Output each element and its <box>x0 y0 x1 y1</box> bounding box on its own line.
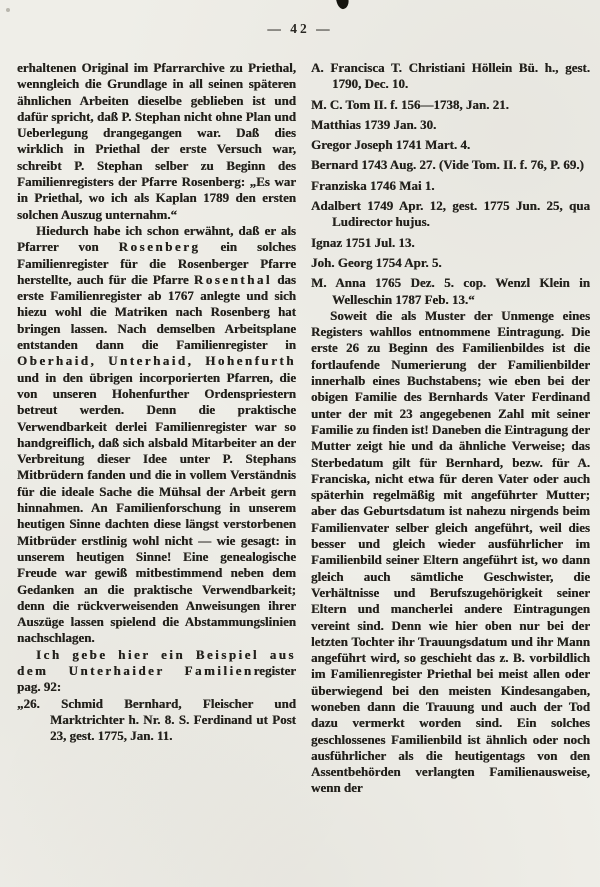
scan-speck <box>6 8 10 12</box>
paragraph-hiedurch <box>17 223 296 647</box>
emphasized-text: Ich gebe hier ein Beispiel aus dem Unterhaider Familien <box>17 646 296 678</box>
text-run: register pag. 92: <box>17 662 296 695</box>
register-entry: Gregor Joseph 1741 Mart. 4. <box>311 137 471 153</box>
register-entry: Matthias 1739 Jan. 30. <box>311 116 437 132</box>
page-number: — 42 — <box>267 21 333 36</box>
emphasized-place-name: Rosenberg <box>118 239 201 255</box>
paragraph-soweit: Soweit die als Muster der Unmenge eines Registers wahllos entnommene Eintragung. Die erste 26 zu Beginn des Familienbildes ist die fortlaufende Numerierung der Familienbilder innerhalb eines Buchstabens; wie eben bei der obigen Familie des Bernhards Vater Ferdinand unter der mit 23 angegebenen Zahl mit seiner Familie zu finden ist! Daneben die Eintragung der Mutter zeigt hie und da ähnliche Verweise; das Sterbedatum gilt für Bernhard, bezw. für A. Franciska, nicht etwa für deren Vater oder auch späterhin regelmäßig mit angeführter Mutter; aber das Geburtsdatum ist nahezu nirgends beim Familienvater selber gleich angeführt, weil dies besser und gleich wieder ausführlicher im Familienbild seiner Eltern angeführt ist, wo dann gleich auch sämtliche Geschwister, die Verhältnisse und Berufszugehörigkeit seiner Eltern und mancherlei andere Eintragungen vereint sind. Denn wie hier oben nur bei der letzten Tochter ihr Trauungsdatum und ihr Mann angeführt wird, so geschieht das z. B. vorbildlich im Familienregister Priethal bei meist allen oder überwiegend bei den meisten Kindesangaben, woneben dann die Trauung und auch der Tod dazu vermerkt worden sind. Ein solches geschlossenes Familienbild ist ähnlich oder noch ausführlicher als die heutigentags von den Assentbehörden verlangten Familienausweise, wenn der <box>311 307 590 796</box>
emphasized-place-name: Rosenthal <box>193 271 272 287</box>
register-entry: Franziska 1746 Mai 1. <box>311 177 435 193</box>
right-column <box>311 60 590 797</box>
paragraph-example-intro <box>17 647 296 696</box>
text-run: ein solches Familienregister für die Rosenberger Pfarre herstellte, auch für die Pfarre <box>17 239 296 287</box>
text-run: das erste Familienregister ab 1767 anlegte und sich hiezu wohl die Matriken nach Rosenberg hat bringen lassen. Nach demselben Arbeitsplane entstanden dann die Familienregister in <box>17 271 296 353</box>
emphasized-place-names: Oberhaid, Unterhaid, Hohenfurth <box>17 353 296 369</box>
register-entry: M. C. Tom II. f. 156—1738, Jan. 21. <box>311 96 509 112</box>
left-column <box>17 60 296 797</box>
register-entry: A. Francisca T. Christiani Höllein Bü. h., gest. 1790, Dec. 10. <box>311 60 590 92</box>
register-entry: Joh. Georg 1754 Apr. 5. <box>311 254 442 270</box>
text-run: Hiedurch habe ich schon erwähnt, daß er als Pfarrer von <box>17 222 296 255</box>
register-entry: M. Anna 1765 Dez. 5. cop. Wenzl Klein in Welleschin 1787 Feb. 13.“ <box>311 275 590 307</box>
register-entry: Bernard 1743 Aug. 27. (Vide Tom. II. f. 76, P. 69.) <box>311 157 584 173</box>
text-run: und in den übrigen incorporierten Pfarren, die von unseren Hohenfurther Ordenspriestern betreut werden. Denn die praktische Verwendbarkeit derlei Familienregister war so handgreiflich, daß sich alsbald Mitarbeiter an der Verbreitung dieser Idee unter P. Stephans Mitbrüdern fanden und die in vollem Verständnis für die ideale Sache die Mühsal der Arbeit gern hinnahmen. An Familienforschung in unserem heutigen Sinne dachten diese längst verstorbenen Mitbrüder erstlinig wohl nicht — wie gesagt: in unserem heutigen Sinne! Eine genealogische Freude war gewiß mitbestimmend neben dem Gedanken an die praktische Verwendbarkeit; denn die rückverweisenden Anweisungen ihrer Auszüge lassen spielend die Abstammungslinien nachschlagen. <box>17 369 296 646</box>
scan-ink-artifact <box>336 0 350 10</box>
paragraph-continuation: erhaltenen Original im Pfarrarchive zu Priethal, wenngleich die Grundlage in all seinen späteren ähnlichen Arbeiten dieselbe geblieben ist und dafür spricht, daß P. Stephan nicht ohne Plan und Ueberlegung drangegangen war. Daß dies wirklich in Priethal der erste Versuch war, schreibt P. Stephan selber zu Beginn des Familienregisters der Pfarre Rosenberg: „Es war in Priethal, wo ich als Kaplan 1789 den ersten solchen Auszug unternahm.“ <box>17 60 296 222</box>
text-columns <box>17 60 590 797</box>
register-entry: Adalbert 1749 Apr. 12, gest. 1775 Jun. 25, qua Ludirector hujus. <box>311 198 590 230</box>
register-entry: „26. Schmid Bernhard, Fleischer und Marktrichter h. Nr. 8. S. Ferdinand ut Post 23, gest. 1775, Jan. 11. <box>17 695 296 744</box>
register-entry: Ignaz 1751 Jul. 13. <box>311 234 415 250</box>
